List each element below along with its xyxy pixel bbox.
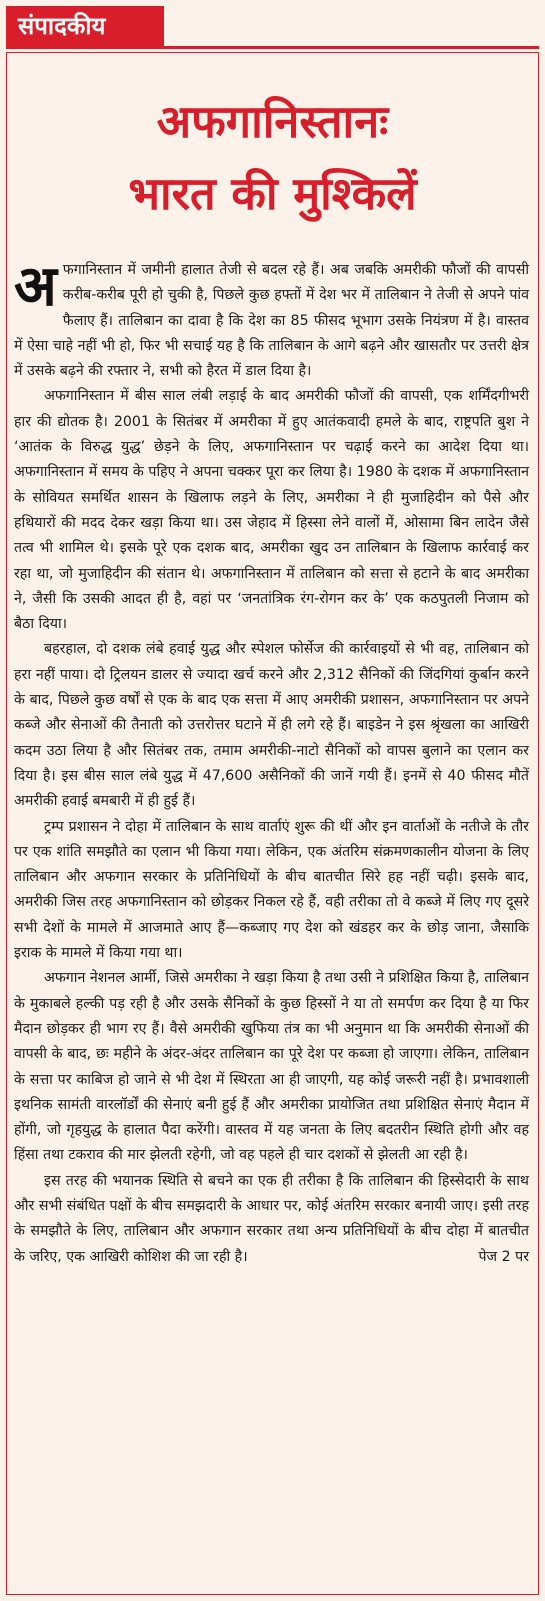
paragraph-1: [14, 253, 529, 384]
paragraph-6: [14, 1169, 529, 1270]
headline: [6, 86, 539, 230]
section-label: संपादकीय: [6, 6, 164, 46]
headline-line-2: भारत की मुश्किलें: [128, 167, 417, 220]
paragraph-4: ट्रम्प प्रशासन ने दोहा में तालिबान के साथ वार्ताएं शुरू की थीं और इन वार्ताओं के नतीजे के तौर पर एक शांति समझौते का एलान भी किया गया। लेकिन, एक अंतरिम संक्रमणकालीन योजना के लिए तालिबान और अफगान सरकार के प्रतिनिधियों के बीच बातचीत सिरे हह नहीं चढ़ी। इसके बाद, अमरीकी जिस तरह अफगानिस्तान को छोड़कर निकल रहे हैं, वही तरीका तो वे कब्जे में लिए गए दूसरे सभी देशों के मामले में आजमाते आए हैं—कब्जाए गए देश को खंडहर कर के छोड़ जाना, जैसाकि इराक के मामले में किया गया था।: [14, 818, 529, 962]
paragraph-3: बहरहाल, दो दशक लंबे हवाई युद्ध और स्पेशल फोर्सेज की कार्रवाइयों से भी वह, तालिबान को हरा नहीं पाया। दो ट्रिलयन डालर से ज्यादा खर्च करने और 2,312 सैनिकों की जिंदगियां कुर्बान करने के बाद, पिछले कुछ वर्षों से एक के बाद एक सत्ता में आए अमरीकी प्रशासन, अफगानिस्तान पर अपने कब्जे और सेनाओं की तैनाती को उत्तरोत्तर घटाने में ही लगे रहे हैं। बाइडेन ने इस श्रृंखला का आखिरी कदम उठा लिया है और सितंबर तक, तमाम अमरीकी-नाटो सैनिकों को वापस बुलाने का एलान कर दिया है। इस बीस साल लंबे युद्ध में 47,600 असैनिकों की जानें गयी हैं। इनमें से 40 फीसद मौतें अमरीकी हवाई बमबारी में ही हुई हैं।: [14, 641, 529, 810]
headline-line-1: अफगानिस्तानः: [156, 95, 389, 148]
paragraph-2: अफगानिस्तान में बीस साल लंबी लड़ाई के बाद अमरीकी फौजों की वापसी, एक शर्मिंदगीभरी हार की द्योतक है। 2001 के सितंबर में अमरीका में हुए आतंकवादी हमले के बाद, राष्ट्रपति बुश ने ‘आतंक के विरुद्ध युद्ध’ छेड़ने के लिए, अफगानिस्तान पर चढ़ाई करने का आदेश दिया था। अफगानिस्तान में समय के पहिए ने अपना चक्कर पूरा कर लिया है। 1980 के दशक में अफगानिस्तान के सोवियत समर्थित शासन के खिलाफ लड़ने के लिए, अमरीका ने ही मुजाहिदीन को पैसे और हथियारों की मदद देकर खड़ा किया था। उस जेहाद में हिस्सा लेने वालों में, ओसामा बिन लादेन जैसे तत्व भी शामिल थे। इसके पूरे एक दशक बाद, अमरीका खुद उन तालिबान के खिलाफ कार्रवाई कर रहा था, जो मुजाहिदीन की संतान थे। अफगानिस्तान में तालिबान को सत्ता से हटाने के बाद अमरीका ने, जैसी कि उसकी आदत ही है, वहां पर ‘जनतांत्रिक रंग-रोगन कर के’ एक कठपुतली निजाम को बैठा दिया।: [14, 388, 529, 633]
dropcap: अ: [14, 253, 57, 319]
article-body: [14, 253, 529, 1270]
continued-on-page[interactable]: पेज 2 पर: [478, 1248, 529, 1265]
paragraph-6-text: इस तरह की भयानक स्थिति से बचने का एक ही तरीका है कि तालिबान की हिस्सेदारी के साथ और सभी संबंधित पक्षों के बीच समझदारी के आधार पर, कोई अंतरिम सरकार बनायी जाए। इसी तरह के समझौते के लिए, तालिबान और अफगान सरकार तथा अन्य प्रतिनिधियों के बीच दोहा में बातचीत के जरिए, एक आखिरी कोशिश की जा रही है।: [14, 1172, 529, 1265]
paragraph-1-text: फगानिस्तान में जमीनी हालात तेजी से बदल रहे हैं। अब जबकि अमरीकी फौजों की वापसी करीब-करीब पूरी हो चुकी है, पिछले कुछ हफ्तों में देश भर में तालिबान ने तेजी से अपने पांव फैलाए हैं। तालिबान का दावा है कि देश का 85 फीसद भूभाग उसके नियंत्रण में है। वास्तव में ऐसा चाहे नहीं भी हो, फिर भी सचाई यह है कि तालिबान के आगे बढ़ने और खासतौर पर उत्तरी क्षेत्र में उसके बढ़ने की रफ्तार ने, सभी को हैरत में डाल दिया है।: [14, 262, 529, 380]
top-divider: [6, 46, 539, 49]
paragraph-5: अफगान नेशनल आर्मी, जिसे अमरीका ने खड़ा किया है तथा उसी ने प्रशिक्षित किया है, तालिबान के मुकाबले हल्की पड़ रही है और उसके सैनिकों के कुछ हिस्सों ने या तो समर्पण कर दिया है या फिर मैदान छोड़कर ही भाग रए हैं। वैसे अमरीकी खुफिया तंत्र का भी अनुमान था कि अमरीकी सेनाओं की वापसी के बाद, छः महीने के अंदर-अंदर तालिबान का पूरे देश पर कब्जा हो जाएगा। लेकिन, तालिबान के सत्ता पर काबिज हो जाने से भी देश में स्थिरता आ ही जाएगी, यह कोई जरूरी नहीं है। प्रभावशाली इथनिक सामंती वारलॉर्डों की सेनाएं बनी हुई हैं और अमरीका प्रायोजित तथा प्रशिक्षित सेनाएं मैदान में होंगी, जो गृहयुद्ध के हालात पैदा करेंगी। वास्तव में यह जनता के लिए बदतरीन स्थिति होगी और वह हिंसा तथा टकराव की मार झेलती रहेगी, जो वह पहले ही चार दशकों से झेलती आ रही है।: [14, 970, 529, 1164]
